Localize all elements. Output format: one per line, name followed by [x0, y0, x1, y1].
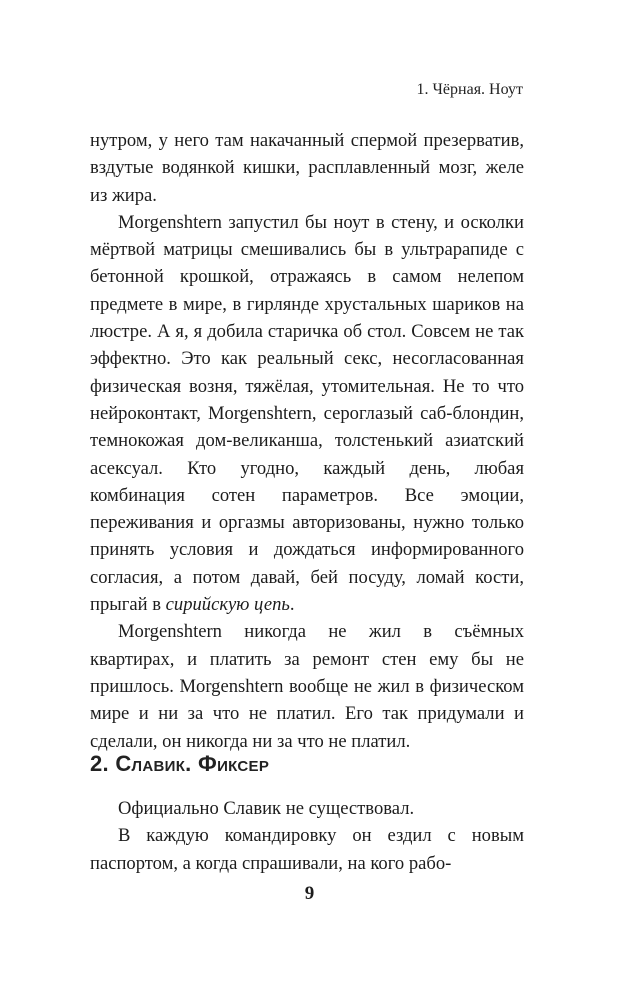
- page-number: 9: [304, 883, 315, 904]
- paragraph-rent: Morgenshtern никогда не жил в съёмных квартирах, и платить за ремонт стен ему бы не пришлось. Morgenshtern вообще не жил в физическом мире и ни за что не платил. Его так придумали и сделали, он никогда ни за что не платил.: [90, 621, 524, 752]
- paragraph-text: Morgenshtern запустил бы ноут в стену, и осколки мёртвой матрицы смешивались бы в ультрарапиде с бетонной крошкой, отражаясь в самом нелепом предмете в мире, в гирлянде хрустальных шариков на люстре. А я, я добила старичка об стол. Совсем не так эффектно. Это как реальный секс, несогласованная физическая возня, тяжёлая, утомительная. Не то что нейроконтакт, Morgenshtern, сероглазый саб-блондин, темнокожая дом-великанша, толстенький азиатский асексуал. Кто угодно, каждый день, любая комбинация сотен параметров. Все эмоции, переживания и оргазмы авторизованы, нужно только принять условия и дождаться информированного согласия, а потом давай, бей посуду, ломай кости, прыгай в: [90, 211, 524, 616]
- chapter-1-text: [90, 127, 524, 755]
- paragraph-continuation: нутром, у него там накачанный спермой презерватив, вздутые водянкой кишки, расплавленный мозг, желе из жира.: [90, 130, 524, 206]
- chapter-2-heading: 2. Славик. Фиксер: [90, 751, 270, 776]
- italic-suffix: .: [289, 594, 295, 616]
- chapter-2-text: [90, 795, 524, 877]
- running-head: 1. Чёрная. Ноут: [416, 81, 523, 98]
- italic-phrase: сирийскую цепь: [165, 594, 290, 616]
- paragraph-passport: В каждую командировку он ездил с новым паспортом, а когда спрашивали, на кого рабо-: [90, 825, 524, 874]
- paragraph-official: Официально Славик не существовал.: [118, 798, 415, 819]
- paragraph-morgenshtern: [90, 209, 524, 618]
